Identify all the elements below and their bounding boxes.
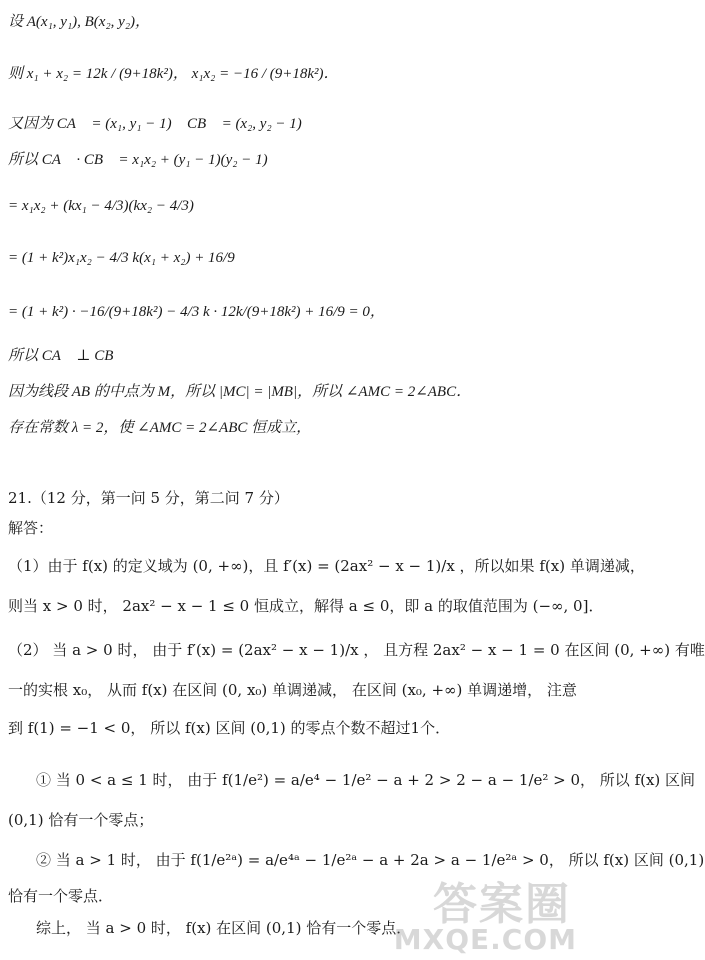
line-vieta: 则 x₁ + x₂ = 12k / (9+18k²)， x₁x₂ = −16 / (9+18k²)．	[8, 66, 339, 82]
line-set-points: 设 A(x₁, y₁), B(x₂, y₂)，	[8, 14, 151, 30]
watermark-top-text: 答案圈	[433, 879, 571, 930]
line-q21-header: 21.（12 分，第一问 5 分，第二问 7 分）	[8, 489, 289, 507]
line-expand-3: = (1 + k²) · −16/(9+18k²) − 4/3 k · 12k/(9+18k²) + 16/9 = 0，	[8, 304, 385, 320]
line-part2-a: （2） 当 a > 0 时， 由于 f′(x) = (2ax² − x − 1)/x ， 且方程 2ax² − x − 1 = 0 在区间 (0, +∞) 有唯	[8, 641, 705, 659]
line-part1-a: （1）由于 f(x) 的定义域为 (0, +∞)，且 f′(x) = (2ax² − x − 1)/x ，所以如果 f(x) 单调递减，	[8, 557, 645, 575]
line-answer-label: 解答：	[8, 519, 54, 537]
line-perpendicular: 所以 CA⃗ ⊥ CB⃗，	[8, 348, 137, 364]
line-summary: 综上， 当 a > 0 时， f(x) 在区间 (0,1) 恰有一个零点．	[36, 919, 412, 937]
watermark-logo	[393, 866, 579, 958]
line-midpoint: 因为线段 AB 的中点为 M，所以 |MC| = |MB|，所以 ∠AMC = 2∠ABC．	[8, 384, 472, 400]
line-case2-a: ② 当 a > 1 时， 由于 f(1/e²ᵃ) = a/e⁴ᵃ − 1/e²ᵃ − a + 2a > a − 1/e²ᵃ > 0， 所以 f(x) 区间 (0,1)	[36, 851, 705, 869]
line-part2-c: 到 f(1) = −1 < 0， 所以 f(x) 区间 (0,1) 的零点个数不超过1个．	[8, 719, 451, 737]
watermark-bottom-text: MXQE.COM	[393, 923, 577, 956]
line-dot-product: 所以 CA⃗ · CB⃗ = x₁x₂ + (y₁ − 1)(y₂ − 1)	[8, 152, 268, 168]
line-part1-b: 则当 x > 0 时， 2ax² − x − 1 ≤ 0 恒成立，解得 a ≤ 0，即 a 的取值范围为 (−∞, 0]．	[8, 597, 604, 615]
line-case1-b: (0,1) 恰有一个零点；	[8, 811, 154, 829]
line-vectors: 又因为 CA⃗ = (x₁, y₁ − 1)， CB⃗ = (x₂, y₂ − 1)，	[8, 116, 314, 132]
line-conclusion-20: 存在常数 λ = 2，使 ∠AMC = 2∠ABC 恒成立，	[8, 420, 312, 436]
line-part2-b: 一的实根 x₀， 从而 f(x) 在区间 (0, x₀) 单调递减， 在区间 (x₀, +∞) 单调递增， 注意	[8, 681, 577, 699]
line-case2-b: 恰有一个零点．	[8, 887, 114, 905]
line-case1-a: ① 当 0 < a ≤ 1 时， 由于 f(1/e²) = a/e⁴ − 1/e² − a + 2 > 2 − a − 1/e² > 0， 所以 f(x) 区间	[36, 771, 696, 789]
line-expand-2: = (1 + k²)x₁x₂ − 4/3 k(x₁ + x₂) + 16/9	[8, 250, 235, 266]
line-expand-1: = x₁x₂ + (kx₁ − 4/3)(kx₂ − 4/3)	[8, 198, 194, 214]
